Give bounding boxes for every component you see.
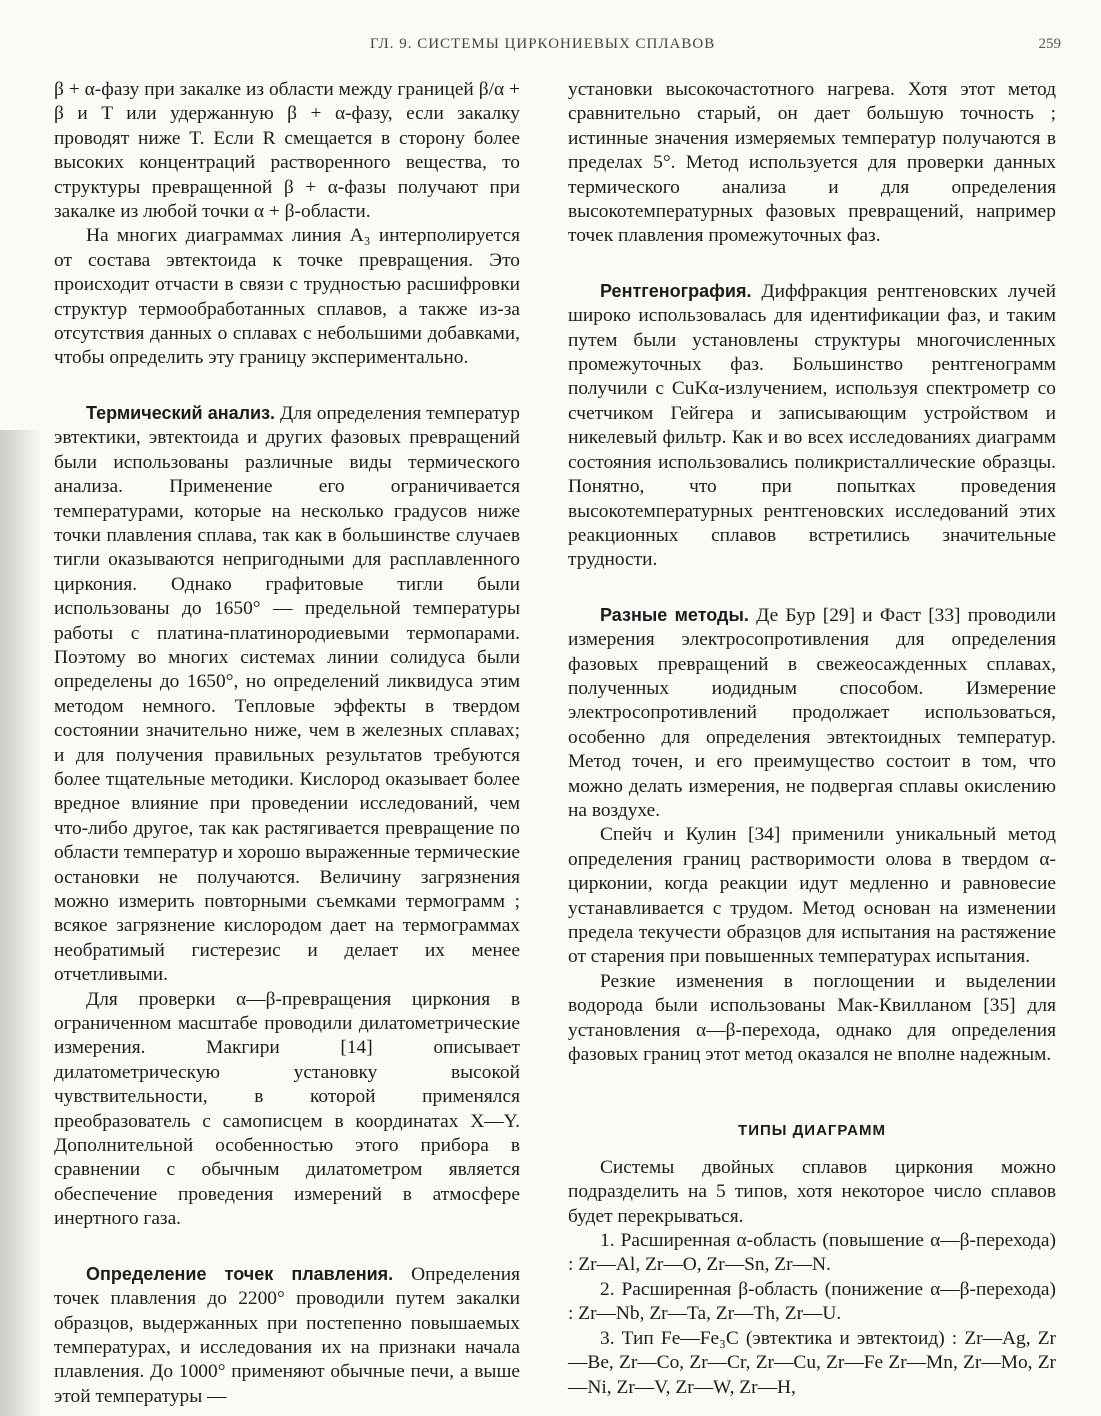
section-thermal-analysis	[54, 401, 520, 988]
left-column	[54, 78, 520, 1409]
thermal-analysis-body: Для определения температур эвтектики, эвтектоида и других фазовых превращений были использованы различные виды термического анализа. Применение его ограничивается температурами, которые на несколько градусов ниже точки плавления сплава, так как в большинстве случаев тигли оказываются непригодными для расплавленного циркония. Однако графитовые тигли были использованы до 1650° — предельной температуры работы с платина-платинородиевыми термопарами. Поэтому во многих системах линии солидуса были определены до 1650°, но определений ликвидуса этим методом немного. Тепловые эффекты в твердом состоянии значительно ниже, чем в железных сплавах; и для получения правильных результатов требуются более тщательные методики. Кислород оказывает более вредное влияние при проведении исследований, чем что-либо другое, так как растягивается превращение по области температур и хорошо выраженные термические остановки не получаются. Величину загрязнения можно измерить повторными съемками термограмм ; всякое загрязнение кислородом дает на термограммах необратимый гистерезис и делает их менее отчетливыми.	[54, 402, 520, 986]
running-title: ГЛ. 9. СИСТЕМЫ ЦИРКОНИЕВЫХ СПЛАВОВ	[370, 36, 716, 52]
section-xray	[568, 279, 1056, 573]
list-item-type-2: 2. Расширенная β-область (понижение α—β-перехода) : Zr—Nb, Zr—Ta, Zr—Th, Zr—U.	[568, 1278, 1056, 1325]
page-number: 259	[1038, 36, 1061, 52]
xray-heading: Рентгенография.	[600, 280, 752, 301]
paragraph-a3-line: На многих диаграммах линия A₃ интерполируется от состава эвтектоида к точке превращения. Это происходит отчасти в связи с трудностью расшифровки структур термообработанных сплавов, а также из-за отсутствия данных о сплавах с небольшими добавками, чтобы определить эту границу экспериментально.	[54, 225, 520, 369]
melting-points-body: Определения точек плавления до 2200° проводили путем закалки образцов, выдержанных при постепенно повышаемых температурах, и исследования их на признаки начала плавления. До 1000° применяют обычные печи, а выше этой температуры —	[54, 1263, 520, 1407]
page-header	[0, 36, 1101, 60]
right-column	[568, 78, 1056, 1400]
binding-shadow	[0, 430, 42, 1416]
section-misc-methods	[568, 603, 1056, 824]
section-melting-points	[54, 1262, 520, 1409]
paragraph-types-intro: Системы двойных сплавов циркония можно подразделить на 5 типов, хотя некоторое число сплавов будет перекрываться.	[568, 1156, 1056, 1227]
misc-methods-heading: Разные методы.	[600, 604, 749, 625]
misc-methods-body: Де Бур [29] и Фаст [33] проводили измерения электросопротивления для определения фазовых превращений в свежеосажденных сплавах, полученных иодидным способом. Измерение электросопротивлений продолжает использоваться, особенно для определения эвтектоидных температур. Метод точен, и его преимущество состоит в том, что можно делать измерения, не подвергая сплавы окислению на воздухе.	[568, 604, 1056, 821]
paragraph-beta-alpha: β + α-фазу при закалке из области между границей β/α + β и T или удержанную β + α-фазу, если закалку проводят ниже T. Если R смещается в сторону более высоких концентраций растворенного вещества, то структуры превращенной β + α-фазы получают при закалке из любой точки α + β-области.	[54, 79, 520, 223]
paragraph-dilatometry: Для проверки α—β-превращения циркония в ограниченном масштабе проводили дилатометрические измерения. Макгири [14] описывает дилатометрическую установку высокой чувствительности, в которой применялся преобразователь с самописцем в координатах X—Y. Дополнительной особенностью этого прибора в сравнении с обычным дилатометром является обеспечение проведения измерений в атмосфере инертного газа.	[54, 988, 520, 1230]
paragraph-hydrogen: Резкие изменения в поглощении и выделении водорода были использованы Мак-Квилланом [35] для установления α—β-перехода, однако для определения фазовых границ этот метод оказался не вполне надежным.	[568, 970, 1056, 1066]
diagram-types-heading: ТИПЫ ДИАГРАММ	[738, 1122, 886, 1140]
xray-body: Диффракция рентгеновских лучей широко использовалась для идентификации фаз, и таким путем были установлены структуры многочисленных промежуточных фаз. Большинство рентгенограмм получили с CuKα-излучением, используя спектрометр со счетчиком Гейгера и записывающим устройством и никелевый фильтр. Как и во всех исследованиях диаграмм состояния использовались поликристаллические образцы. Понятно, что при попытках проведения высокотемпературных рентгеновских исследований этих реакционных сплавов встретились значительные трудности.	[568, 280, 1056, 571]
paragraph-speich-kulin: Спейч и Кулин [34] применили уникальный метод определения границ растворимости олова в твердом α-цирконии, когда реакции идут медленно и равновесие устанавливается с трудом. Метод основан на изменении предела текучести образцов для испытания на растяжение от старения при повышенных температурах испытания.	[568, 824, 1056, 968]
list-item-type-1: 1. Расширенная α-область (повышение α—β-перехода) : Zr—Al, Zr—O, Zr—Sn, Zr—N.	[568, 1230, 1056, 1276]
paragraph-hf-heating: установки высокочастотного нагрева. Хотя этот метод сравнительно старый, он дает большую точность ; истинные значения измеряемых температур получаются в пределах 5°. Метод используется для проверки данных термического анализа и для определения высокотемпературных фазовых превращений, например точек плавления промежуточных фаз.	[568, 79, 1056, 247]
list-item-type-3: 3. Тип Fe—Fe₃C (эвтектика и эвтектоид) : Zr—Ag, Zr—Be, Zr—Co, Zr—Cr, Zr—Cu, Zr—Fe Zr—Mn, Zr—Mo, Zr—Ni, Zr—V, Zr—W, Zr—H,	[568, 1327, 1056, 1398]
melting-points-heading: Определение точек плавления.	[86, 1263, 394, 1284]
thermal-analysis-heading: Термический анализ.	[86, 402, 276, 423]
